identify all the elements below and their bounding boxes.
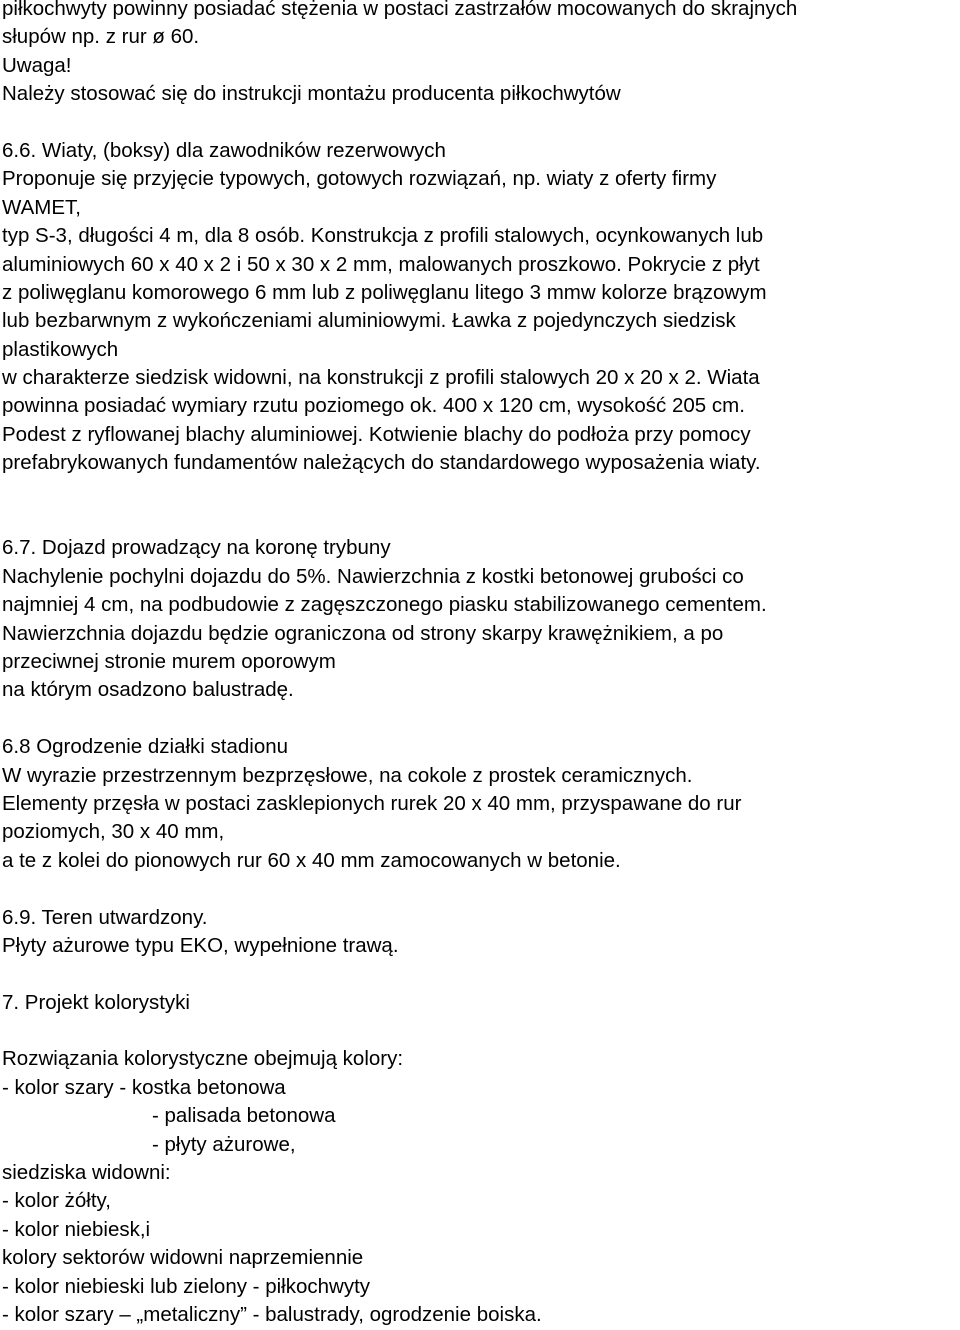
- blank-line: [2, 506, 957, 534]
- list-item: - płyty ażurowe,: [152, 1132, 296, 1156]
- blank-line: [2, 478, 957, 506]
- text-line: w charakterze siedzisk widowni, na konstrukcji z profili stalowych 20 x 20 x 2. Wiata: [2, 366, 760, 390]
- document-body: [2, 0, 957, 1329]
- text-line: plastikowych: [2, 337, 119, 361]
- text-line: Nawierzchnia dojazdu będzie ograniczona od strony skarpy krawężnikiem, a po: [2, 621, 724, 645]
- text-line: kolory sektorów widowni naprzemiennie: [2, 1246, 364, 1270]
- text-line: słupów np. z rur ø 60.: [2, 25, 200, 49]
- section-heading-6-7: 6.7. Dojazd prowadzący na koronę trybuny: [2, 536, 391, 560]
- blank-line: [2, 960, 957, 988]
- text-line: Podest z ryflowanej blachy aluminiowej. Kotwienie blachy do podłoża przy pomocy: [2, 422, 751, 446]
- section-heading-6-6: 6.6. Wiaty, (boksy) dla zawodników rezerwowych: [2, 138, 446, 162]
- text-line: lub bezbarwnym z wykończeniami aluminiowymi. Ławka z pojedynczych siedzisk: [2, 309, 736, 333]
- text-line: na którym osadzono balustradę.: [2, 678, 294, 702]
- text-line: a te z kolei do pionowych rur 60 x 40 mm zamocowanych w betonie.: [2, 848, 621, 872]
- text-line: z poliwęglanu komorowego 6 mm lub z poliwęglanu litego 3 mmw kolorze brązowym: [2, 280, 767, 304]
- section-heading-6-8: 6.8 Ogrodzenie działki stadionu: [2, 735, 289, 759]
- text-line: Należy stosować się do instrukcji montażu producenta piłkochwytów: [2, 82, 621, 106]
- text-line: powinna posiadać wymiary rzutu poziomego ok. 400 x 120 cm, wysokość 205 cm.: [2, 394, 745, 418]
- text-line: Elementy przęsła w postaci zasklepionych rurek 20 x 40 mm, przyspawane do rur: [2, 791, 742, 815]
- text-line: Uwaga!: [2, 53, 72, 77]
- list-item: - kolor żółty,: [2, 1189, 111, 1213]
- list-item: - palisada betonowa: [152, 1104, 336, 1128]
- blank-line: [2, 875, 957, 903]
- text-line: siedziska widowni:: [2, 1161, 171, 1185]
- text-line: typ S-3, długości 4 m, dla 8 osób. Konstrukcja z profili stalowych, ocynkowanych lub: [2, 224, 764, 248]
- text-line: przeciwnej stronie murem oporowym: [2, 649, 336, 673]
- section-heading-7: 7. Projekt kolorystyki: [2, 990, 190, 1014]
- text-line: poziomych, 30 x 40 mm,: [2, 820, 225, 844]
- text-line: piłkochwyty powinny posiadać stężenia w postaci zastrzałów mocowanych do skrajnych: [2, 0, 798, 20]
- section-heading-6-9: 6.9. Teren utwardzony.: [2, 905, 208, 929]
- text-line: Płyty ażurowe typu EKO, wypełnione trawą.: [2, 933, 399, 957]
- text-line: Proponuje się przyjęcie typowych, gotowych rozwiązań, np. wiaty z oferty firmy: [2, 167, 717, 191]
- text-line: aluminiowych 60 x 40 x 2 i 50 x 30 x 2 mm, malowanych proszkowo. Pokrycie z płyt: [2, 252, 760, 276]
- list-item: - kolor szary - kostka betonowa: [2, 1075, 286, 1099]
- blank-line: [2, 109, 957, 137]
- list-item: - kolor szary – „metaliczny” - balustrady, ogrodzenie boiska.: [2, 1302, 542, 1326]
- blank-line: [2, 1017, 957, 1045]
- blank-line: [2, 705, 957, 733]
- text-line: prefabrykowanych fundamentów należących do standardowego wyposażenia wiaty.: [2, 451, 761, 475]
- text-line: najmniej 4 cm, na podbudowie z zagęszczonego piasku stabilizowanego cementem.: [2, 593, 767, 617]
- text-line: WAMET,: [2, 195, 81, 219]
- text-line: Nachylenie pochylni dojazdu do 5%. Nawierzchnia z kostki betonowej grubości co: [2, 564, 744, 588]
- text-line: W wyrazie przestrzennym bezprzęsłowe, na cokole z prostek ceramicznych.: [2, 763, 693, 787]
- text-line: Rozwiązania kolorystyczne obejmują kolory:: [2, 1047, 404, 1071]
- list-item: - kolor niebiesk,i: [2, 1217, 151, 1241]
- list-item: - kolor niebieski lub zielony - piłkochwyty: [2, 1274, 371, 1298]
